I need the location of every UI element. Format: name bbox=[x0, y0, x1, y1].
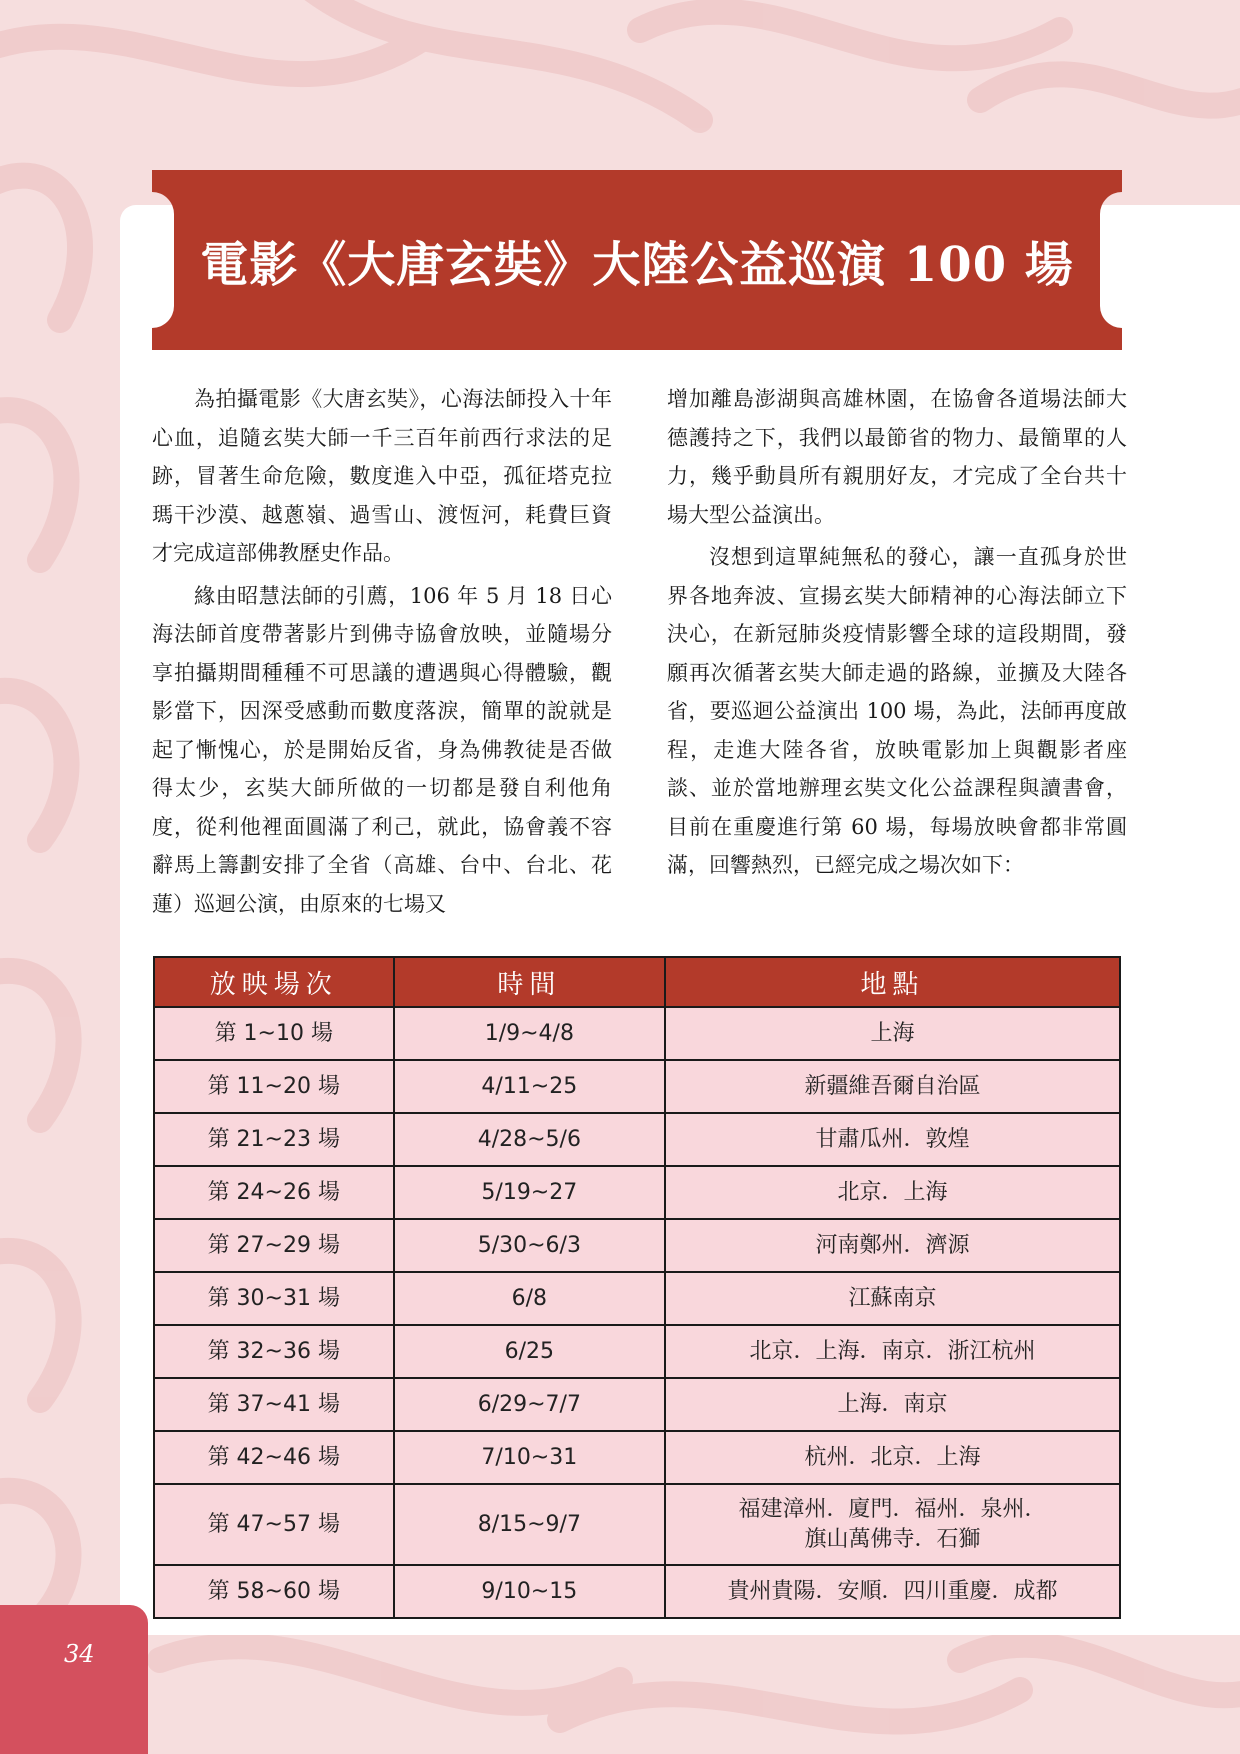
cell-place: 甘肅瓜州．敦煌 bbox=[665, 1113, 1120, 1166]
cell-session: 第 30~31 場 bbox=[154, 1272, 394, 1325]
cell-time: 4/11~25 bbox=[394, 1060, 666, 1113]
cell-place: 新疆維吾爾自治區 bbox=[665, 1060, 1120, 1113]
cell-place: 貴州貴陽．安順．四川重慶．成都 bbox=[665, 1565, 1120, 1618]
paragraph: 增加離島澎湖與高雄林園，在協會各道場法師大德護持之下，我們以最節省的物力、最簡單的人力，幾乎動員所有親朋好友，才完成了全台共十場大型公益演出。 bbox=[667, 387, 1127, 527]
cell-session: 第 21~23 場 bbox=[154, 1113, 394, 1166]
paragraph: 緣由昭慧法師的引薦，106 年 5 月 18 日心海法師首度帶著影片到佛寺協會放映，並隨場分享拍攝期間種種不可思議的遭遇與心得體驗，觀影當下，因深受感動而數度落淚，簡單的說就是起了慚愧心，於是開始反省，身為佛教徒是否做得太少，玄奘大師所做的一切都是發自利他角度，從利他裡面圓滿了利己，就此，協會義不容辭馬上籌劃安排了全省（高雄、台中、台北、花蓮）巡迴公演，由原來的七場又 bbox=[152, 583, 612, 916]
cell-time: 7/10~31 bbox=[394, 1431, 666, 1484]
table-row bbox=[154, 1272, 1120, 1325]
cell-session: 第 11~20 場 bbox=[154, 1060, 394, 1113]
cell-session: 第 42~46 場 bbox=[154, 1431, 394, 1484]
table-row bbox=[154, 1113, 1120, 1166]
table-row bbox=[154, 1219, 1120, 1272]
cell-place: 河南鄭州．濟源 bbox=[665, 1219, 1120, 1272]
cell-time: 4/28~5/6 bbox=[394, 1113, 666, 1166]
cell-place: 江蘇南京 bbox=[665, 1272, 1120, 1325]
cell-time: 5/30~6/3 bbox=[394, 1219, 666, 1272]
header-place: 地點 bbox=[665, 957, 1120, 1007]
cell-place-line: 福建漳州．廈門．福州．泉州． bbox=[738, 1496, 1047, 1522]
page-corner-tab bbox=[0, 1605, 148, 1754]
table-row bbox=[154, 1484, 1120, 1565]
cell-time: 6/29~7/7 bbox=[394, 1378, 666, 1431]
header-session: 放映場次 bbox=[154, 957, 394, 1007]
title-banner bbox=[152, 170, 1122, 350]
left-column bbox=[152, 380, 612, 927]
paragraph: 為拍攝電影《大唐玄奘》，心海法師投入十年心血，追隨玄奘大師一千三百年前西行求法的足跡，冒著生命危險，數度進入中亞，孤征塔克拉瑪干沙漠、越蔥嶺、過雪山、渡恆河，耗費巨資才完成這部佛教歷史作品。 bbox=[152, 387, 612, 565]
cell-place bbox=[665, 1484, 1120, 1565]
table-row bbox=[154, 1060, 1120, 1113]
paragraph: 沒想到這單純無私的發心，讓一直孤身於世界各地奔波、宣揚玄奘大師精神的心海法師立下決心，在新冠肺炎疫情影響全球的這段期間，發願再次循著玄奘大師走過的路線，並擴及大陸各省，要巡迴公益演出 100 場，為此，法師再度啟程，走進大陸各省，放映電影加上與觀影者座談、並於當地辦理玄奘文化公益課程與讀書會，目前在重慶進行第 60 場，每場放映會都非常圓滿，回響熱烈，已經完成之場次如下： bbox=[667, 545, 1127, 877]
cell-place: 北京．上海 bbox=[665, 1166, 1120, 1219]
cell-session: 第 58~60 場 bbox=[154, 1565, 394, 1618]
cell-time: 1/9~4/8 bbox=[394, 1007, 666, 1060]
cell-place: 杭州．北京．上海 bbox=[665, 1431, 1120, 1484]
cell-session: 第 37~41 場 bbox=[154, 1378, 394, 1431]
screening-schedule-table bbox=[153, 956, 1121, 1619]
table-row bbox=[154, 1325, 1120, 1378]
cell-time: 8/15~9/7 bbox=[394, 1484, 666, 1565]
table-row bbox=[154, 1378, 1120, 1431]
table-row bbox=[154, 1166, 1120, 1219]
cell-time: 5/19~27 bbox=[394, 1166, 666, 1219]
cell-time: 9/10~15 bbox=[394, 1565, 666, 1618]
cell-session: 第 47~57 場 bbox=[154, 1484, 394, 1565]
header-time: 時間 bbox=[394, 957, 666, 1007]
cell-time: 6/25 bbox=[394, 1325, 666, 1378]
cell-session: 第 32~36 場 bbox=[154, 1325, 394, 1378]
cell-session: 第 27~29 場 bbox=[154, 1219, 394, 1272]
table-row bbox=[154, 1565, 1120, 1618]
table-row bbox=[154, 1007, 1120, 1060]
table-header-row bbox=[154, 957, 1120, 1007]
cell-place: 上海．南京 bbox=[665, 1378, 1120, 1431]
cell-place: 北京．上海．南京．浙江杭州 bbox=[665, 1325, 1120, 1378]
cell-session: 第 24~26 場 bbox=[154, 1166, 394, 1219]
cell-place: 上海 bbox=[665, 1007, 1120, 1060]
table-row bbox=[154, 1431, 1120, 1484]
right-column bbox=[667, 380, 1127, 889]
page-title: 電影《大唐玄奘》大陸公益巡演 100 場 bbox=[200, 236, 1074, 293]
page-number: 34 bbox=[64, 1640, 95, 1668]
cell-place-line: 旗山萬佛寺．石獅 bbox=[804, 1526, 981, 1552]
cell-session: 第 1~10 場 bbox=[154, 1007, 394, 1060]
cell-time: 6/8 bbox=[394, 1272, 666, 1325]
